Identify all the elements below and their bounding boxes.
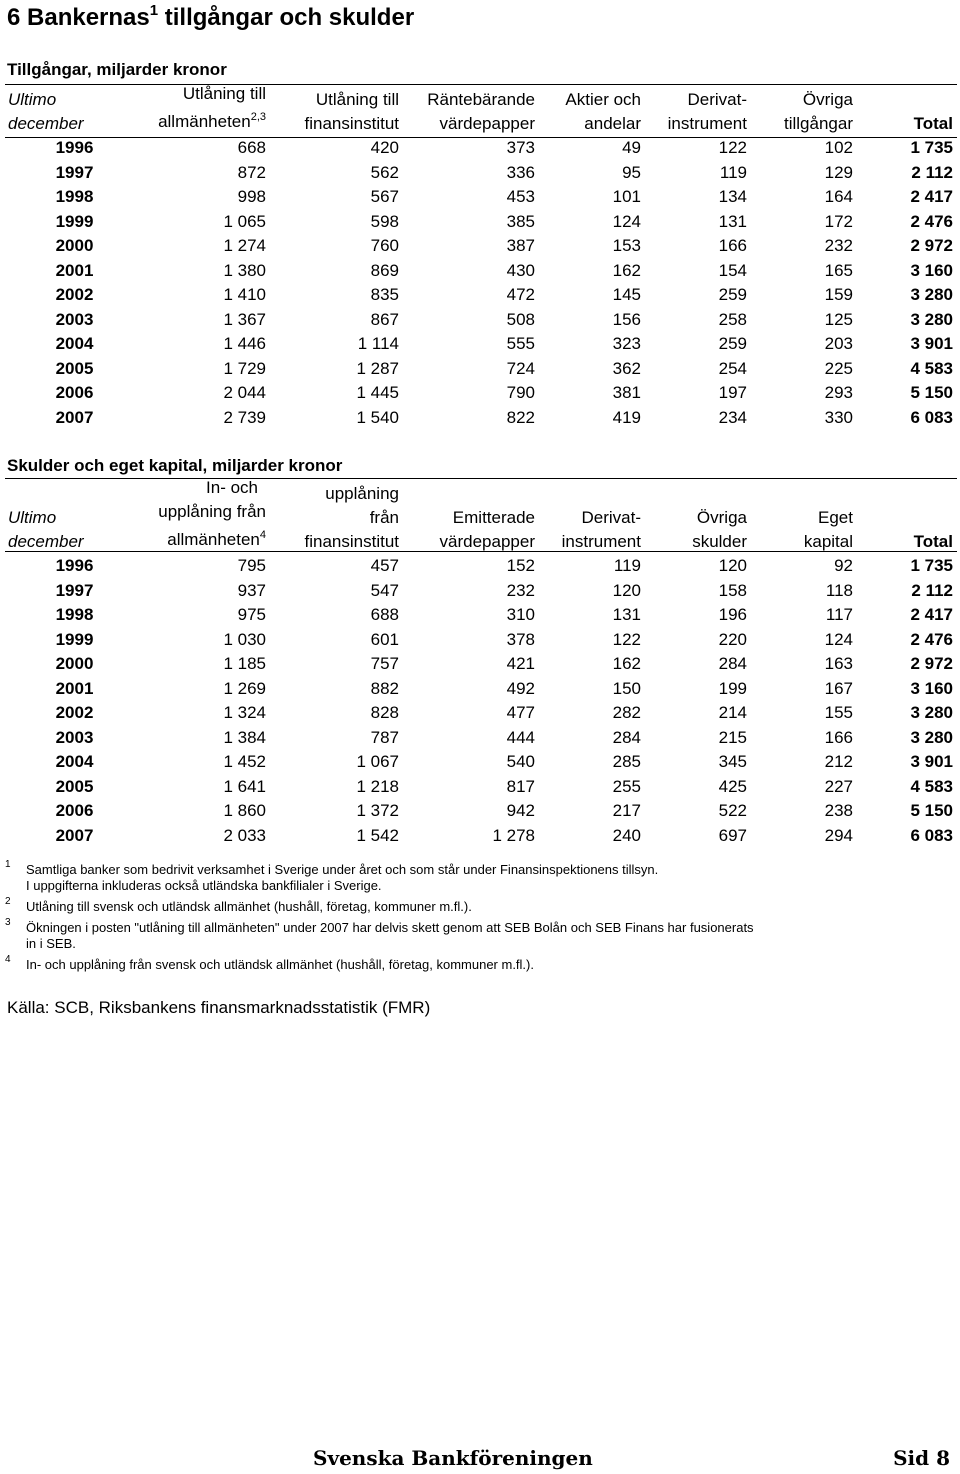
total-cell: 2 112 bbox=[911, 162, 953, 182]
year-cell: 2003 bbox=[55, 727, 94, 747]
col-header-derivatives: Derivat- instrument bbox=[561, 508, 641, 551]
col-header-borrowing-institutions: upplåning från finansinstitut bbox=[304, 484, 399, 551]
total-cell: 2 417 bbox=[910, 605, 953, 624]
total-cell: 3 160 bbox=[910, 260, 953, 280]
value-cell: 125 bbox=[824, 309, 853, 329]
table-row bbox=[5, 824, 957, 849]
value-cell: 1 542 bbox=[356, 825, 399, 845]
total-cell: 6 083 bbox=[910, 825, 953, 845]
value-cell: 282 bbox=[612, 703, 641, 722]
table-row bbox=[5, 210, 957, 235]
value-cell: 238 bbox=[824, 801, 853, 820]
value-cell: 1 030 bbox=[223, 629, 266, 649]
value-cell: 162 bbox=[612, 260, 641, 280]
value-cell: 1 185 bbox=[223, 654, 266, 673]
value-cell: 1 860 bbox=[223, 801, 266, 820]
value-cell: 1 278 bbox=[492, 825, 535, 845]
value-cell: 828 bbox=[370, 703, 399, 722]
table-row bbox=[5, 701, 957, 726]
value-cell: 285 bbox=[612, 752, 641, 771]
value-cell: 255 bbox=[612, 776, 641, 796]
value-cell: 362 bbox=[612, 358, 641, 378]
footnotes bbox=[5, 859, 955, 978]
value-cell: 867 bbox=[370, 309, 399, 329]
value-cell: 1 287 bbox=[356, 358, 399, 378]
value-cell: 975 bbox=[237, 605, 266, 624]
total-cell: 3 280 bbox=[910, 285, 953, 304]
total-cell: 1 735 bbox=[910, 138, 953, 157]
value-cell: 122 bbox=[718, 138, 747, 157]
assets-section-title: Tillgångar, miljarder kronor bbox=[7, 60, 227, 79]
value-cell: 598 bbox=[370, 211, 399, 231]
value-cell: 1 641 bbox=[223, 776, 266, 796]
footnote-2: 2 Utlåning till svensk och utländsk allmänhet (hushåll, företag, kommuner m.fl.). bbox=[5, 896, 472, 914]
value-cell: 882 bbox=[370, 678, 399, 698]
value-cell: 196 bbox=[718, 605, 747, 624]
value-cell: 310 bbox=[506, 605, 535, 624]
value-cell: 453 bbox=[506, 187, 535, 206]
value-cell: 1 540 bbox=[356, 407, 399, 427]
table-row bbox=[5, 406, 957, 431]
total-cell: 3 901 bbox=[910, 752, 953, 771]
value-cell: 145 bbox=[612, 285, 641, 304]
value-cell: 122 bbox=[612, 629, 641, 649]
year-cell: 1997 bbox=[55, 580, 94, 600]
value-cell: 197 bbox=[718, 383, 747, 402]
value-cell: 1 384 bbox=[223, 727, 266, 747]
table-row bbox=[5, 799, 957, 824]
value-cell: 163 bbox=[824, 654, 853, 673]
table-row bbox=[5, 628, 957, 653]
value-cell: 120 bbox=[718, 556, 747, 575]
value-cell: 1 067 bbox=[356, 752, 399, 771]
value-cell: 492 bbox=[506, 678, 535, 698]
total-cell: 2 972 bbox=[910, 236, 953, 255]
value-cell: 199 bbox=[718, 678, 747, 698]
value-cell: 430 bbox=[506, 260, 535, 280]
total-cell: 1 735 bbox=[910, 556, 953, 575]
value-cell: 522 bbox=[718, 801, 747, 820]
total-cell: 4 583 bbox=[910, 358, 953, 378]
value-cell: 1 380 bbox=[223, 260, 266, 280]
value-cell: 215 bbox=[718, 727, 747, 747]
value-cell: 757 bbox=[370, 654, 399, 673]
value-cell: 822 bbox=[506, 407, 535, 427]
value-cell: 165 bbox=[824, 260, 853, 280]
value-cell: 49 bbox=[622, 138, 641, 157]
value-cell: 387 bbox=[506, 236, 535, 255]
year-cell: 2001 bbox=[55, 260, 94, 280]
value-cell: 101 bbox=[612, 187, 641, 206]
value-cell: 124 bbox=[612, 211, 641, 231]
value-cell: 336 bbox=[506, 162, 535, 182]
col-header-shares: Aktier och andelar bbox=[565, 90, 641, 133]
value-cell: 217 bbox=[612, 801, 641, 820]
table-row bbox=[5, 579, 957, 604]
table-row bbox=[5, 332, 957, 357]
year-cell: 2000 bbox=[55, 654, 94, 673]
value-cell: 293 bbox=[824, 383, 853, 402]
value-cell: 166 bbox=[824, 727, 853, 747]
footer-brand: Svenska Bankföreningen bbox=[313, 1446, 593, 1470]
value-cell: 373 bbox=[506, 138, 535, 157]
col-header-lending-public: Utlåning till allmänheten$^{2,3}$ bbox=[158, 84, 266, 131]
value-cell: 1 065 bbox=[223, 211, 266, 231]
total-cell: 5 150 bbox=[910, 801, 953, 820]
value-cell: 214 bbox=[718, 703, 747, 722]
total-cell: 2 112 bbox=[911, 580, 953, 600]
value-cell: 323 bbox=[612, 334, 641, 353]
value-cell: 760 bbox=[370, 236, 399, 255]
table-row bbox=[5, 554, 957, 579]
year-cell: 1999 bbox=[55, 629, 94, 649]
value-cell: 1 729 bbox=[223, 358, 266, 378]
value-cell: 795 bbox=[237, 556, 266, 575]
col-header-year: Ultimo december bbox=[8, 90, 84, 133]
table-row bbox=[5, 726, 957, 751]
value-cell: 787 bbox=[370, 727, 399, 747]
year-cell: 1997 bbox=[55, 162, 94, 182]
value-cell: 330 bbox=[824, 407, 853, 427]
liabilities-header-rule bbox=[5, 551, 957, 552]
assets-header-row bbox=[5, 86, 957, 136]
value-cell: 942 bbox=[506, 801, 535, 820]
year-cell: 2004 bbox=[55, 334, 94, 353]
value-cell: 790 bbox=[506, 383, 535, 402]
year-cell: 1996 bbox=[55, 138, 94, 157]
col-header-derivatives: Derivat- instrument bbox=[667, 90, 747, 133]
value-cell: 220 bbox=[718, 629, 747, 649]
col-header-issued-securities: Emitterade värdepapper bbox=[439, 508, 535, 551]
value-cell: 2 033 bbox=[223, 825, 266, 845]
page-title: 6 Bankernas$^1$ tillgångar och skulder bbox=[7, 2, 415, 31]
value-cell: 1 367 bbox=[223, 309, 266, 329]
value-cell: 345 bbox=[718, 752, 747, 771]
value-cell: 155 bbox=[824, 703, 853, 722]
value-cell: 134 bbox=[718, 187, 747, 206]
value-cell: 555 bbox=[506, 334, 535, 353]
value-cell: 259 bbox=[718, 334, 747, 353]
value-cell: 547 bbox=[370, 580, 399, 600]
value-cell: 998 bbox=[237, 187, 266, 206]
value-cell: 232 bbox=[506, 580, 535, 600]
table-row bbox=[5, 136, 957, 161]
year-cell: 1999 bbox=[55, 211, 94, 231]
value-cell: 457 bbox=[370, 556, 399, 575]
total-cell: 2 476 bbox=[910, 629, 953, 649]
value-cell: 1 324 bbox=[223, 703, 266, 722]
col-header-equity: Eget kapital bbox=[803, 508, 853, 551]
col-header-year: Ultimo december bbox=[8, 508, 84, 551]
value-cell: 212 bbox=[824, 752, 853, 771]
value-cell: 152 bbox=[506, 556, 535, 575]
value-cell: 472 bbox=[506, 285, 535, 304]
year-cell: 2001 bbox=[55, 678, 94, 698]
value-cell: 118 bbox=[825, 580, 853, 600]
table-row bbox=[5, 161, 957, 186]
value-cell: 1 372 bbox=[356, 801, 399, 820]
value-cell: 668 bbox=[237, 138, 266, 157]
table-row bbox=[5, 603, 957, 628]
year-cell: 1996 bbox=[55, 556, 94, 575]
value-cell: 227 bbox=[824, 776, 853, 796]
year-cell: 2005 bbox=[55, 358, 94, 378]
col-header-interest-securities: Räntebärande värdepapper bbox=[427, 90, 535, 133]
value-cell: 817 bbox=[506, 776, 535, 796]
year-cell: 1998 bbox=[55, 605, 94, 624]
value-cell: 937 bbox=[237, 580, 266, 600]
table-row bbox=[5, 677, 957, 702]
total-cell: 3 280 bbox=[910, 309, 953, 329]
year-cell: 2002 bbox=[55, 703, 94, 722]
value-cell: 117 bbox=[825, 605, 853, 624]
table-row bbox=[5, 357, 957, 382]
col-header-total: Total bbox=[913, 532, 953, 551]
value-cell: 167 bbox=[824, 678, 853, 698]
total-cell: 3 160 bbox=[910, 678, 953, 698]
value-cell: 1 446 bbox=[223, 334, 266, 353]
table-row bbox=[5, 652, 957, 677]
value-cell: 225 bbox=[824, 358, 853, 378]
footnote-1: 1 Samtliga banker som bedrivit verksamhet i Sverige under året och som står under Finansinspektionens tillsyn. I uppgifterna inkluderas också utländska bankfilialer i Sverige. bbox=[5, 859, 659, 893]
year-cell: 2000 bbox=[55, 236, 94, 255]
value-cell: 697 bbox=[718, 825, 747, 845]
value-cell: 869 bbox=[370, 260, 399, 280]
value-cell: 1 274 bbox=[223, 236, 266, 255]
value-cell: 2 044 bbox=[223, 383, 266, 402]
total-cell: 5 150 bbox=[910, 383, 953, 402]
value-cell: 92 bbox=[834, 556, 853, 575]
table-row bbox=[5, 185, 957, 210]
liabilities-table bbox=[5, 480, 957, 848]
value-cell: 131 bbox=[718, 211, 747, 231]
year-cell: 2007 bbox=[55, 825, 94, 845]
value-cell: 385 bbox=[506, 211, 535, 231]
footnote-ref: 1 bbox=[149, 2, 159, 19]
value-cell: 444 bbox=[506, 727, 535, 747]
value-cell: 254 bbox=[718, 358, 747, 378]
col-header-deposits-public: In- och upplåning från allmänheten$^4$ bbox=[158, 478, 266, 549]
value-cell: 102 bbox=[824, 138, 853, 157]
value-cell: 1 269 bbox=[223, 678, 266, 698]
value-cell: 124 bbox=[824, 629, 853, 649]
value-cell: 162 bbox=[612, 654, 641, 673]
value-cell: 477 bbox=[506, 703, 535, 722]
value-cell: 421 bbox=[506, 654, 535, 673]
assets-header-rule bbox=[5, 137, 957, 138]
page-number: Sid 8 bbox=[893, 1446, 950, 1470]
year-cell: 2007 bbox=[55, 407, 94, 427]
value-cell: 240 bbox=[612, 825, 641, 845]
value-cell: 724 bbox=[506, 358, 535, 378]
value-cell: 420 bbox=[370, 138, 399, 157]
year-cell: 2002 bbox=[55, 285, 94, 304]
year-cell: 2006 bbox=[55, 383, 94, 402]
total-cell: 6 083 bbox=[910, 407, 953, 427]
value-cell: 1 410 bbox=[223, 285, 266, 304]
value-cell: 150 bbox=[612, 678, 641, 698]
value-cell: 159 bbox=[824, 285, 853, 304]
footnote-4: 4 In- och upplåning från svensk och utländsk allmänhet (hushåll, företag, kommuner m.fl.). bbox=[5, 954, 534, 972]
year-cell: 2006 bbox=[55, 801, 94, 820]
table-row bbox=[5, 775, 957, 800]
value-cell: 129 bbox=[824, 162, 853, 182]
total-cell: 3 280 bbox=[910, 727, 953, 747]
value-cell: 259 bbox=[718, 285, 747, 304]
value-cell: 158 bbox=[718, 580, 747, 600]
year-cell: 2004 bbox=[55, 752, 94, 771]
footnote-3: 3 Ökningen i posten "utlåning till allmänheten" under 2007 har delvis skett genom att SEB Bolån och SEB Finans har fusionerats in i SEB. bbox=[5, 917, 754, 951]
total-cell: 2 476 bbox=[910, 211, 953, 231]
value-cell: 284 bbox=[718, 654, 747, 673]
liabilities-header-row bbox=[5, 480, 957, 554]
col-header-other-liabilities: Övriga skulder bbox=[692, 508, 747, 551]
value-cell: 232 bbox=[824, 236, 853, 255]
total-cell: 2 417 bbox=[910, 187, 953, 206]
value-cell: 154 bbox=[718, 260, 747, 280]
total-cell: 3 280 bbox=[910, 703, 953, 722]
table-row bbox=[5, 308, 957, 333]
table-row bbox=[5, 234, 957, 259]
value-cell: 562 bbox=[370, 162, 399, 182]
source-note: Källa: SCB, Riksbankens finansmarknadsstatistik (FMR) bbox=[7, 998, 431, 1017]
value-cell: 95 bbox=[622, 162, 641, 182]
total-cell: 4 583 bbox=[910, 776, 953, 796]
table-row bbox=[5, 381, 957, 406]
value-cell: 872 bbox=[237, 162, 266, 182]
value-cell: 172 bbox=[824, 211, 853, 231]
value-cell: 1 218 bbox=[356, 776, 399, 796]
value-cell: 378 bbox=[506, 629, 535, 649]
col-header-lending-institutions: Utlåning till finansinstitut bbox=[304, 90, 399, 133]
table-row bbox=[5, 259, 957, 284]
value-cell: 540 bbox=[506, 752, 535, 771]
value-cell: 1 445 bbox=[356, 383, 399, 402]
year-cell: 1998 bbox=[55, 187, 94, 206]
value-cell: 119 bbox=[613, 556, 641, 575]
value-cell: 284 bbox=[612, 727, 641, 747]
col-header-total: Total bbox=[913, 114, 953, 133]
total-cell: 3 901 bbox=[910, 334, 953, 353]
value-cell: 166 bbox=[718, 236, 747, 255]
liabilities-section-title: Skulder och eget kapital, miljarder kronor bbox=[7, 456, 343, 475]
value-cell: 381 bbox=[612, 383, 641, 402]
col-header-other-assets: Övriga tillgångar bbox=[784, 90, 853, 133]
value-cell: 294 bbox=[824, 825, 853, 845]
value-cell: 419 bbox=[612, 407, 641, 427]
value-cell: 835 bbox=[370, 285, 399, 304]
year-cell: 2003 bbox=[55, 309, 94, 329]
value-cell: 2 739 bbox=[223, 407, 266, 427]
year-cell: 2005 bbox=[55, 776, 94, 796]
value-cell: 1 114 bbox=[357, 334, 399, 353]
value-cell: 156 bbox=[612, 309, 641, 329]
table-row bbox=[5, 750, 957, 775]
value-cell: 234 bbox=[718, 407, 747, 427]
value-cell: 131 bbox=[612, 605, 641, 624]
value-cell: 164 bbox=[824, 187, 853, 206]
total-cell: 2 972 bbox=[910, 654, 953, 673]
value-cell: 567 bbox=[370, 187, 399, 206]
value-cell: 119 bbox=[719, 162, 747, 182]
value-cell: 425 bbox=[718, 776, 747, 796]
value-cell: 508 bbox=[506, 309, 535, 329]
value-cell: 120 bbox=[612, 580, 641, 600]
value-cell: 688 bbox=[370, 605, 399, 624]
value-cell: 258 bbox=[718, 309, 747, 329]
value-cell: 601 bbox=[370, 629, 399, 649]
value-cell: 203 bbox=[824, 334, 853, 353]
table-row bbox=[5, 283, 957, 308]
value-cell: 153 bbox=[612, 236, 641, 255]
value-cell: 1 452 bbox=[223, 752, 266, 771]
